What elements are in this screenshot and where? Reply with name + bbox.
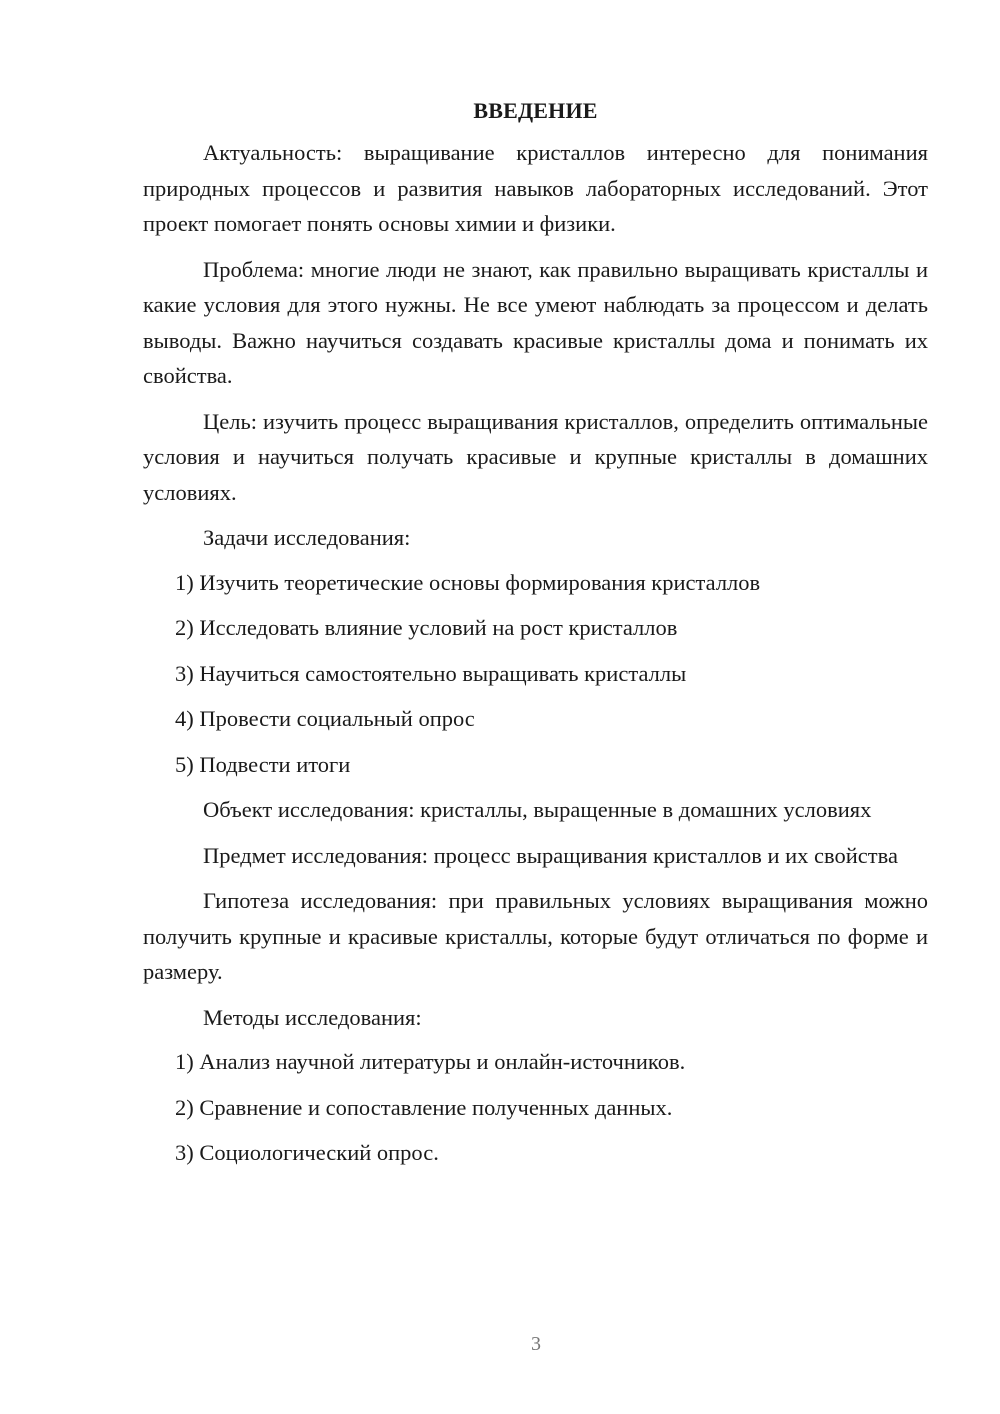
page-number: 3	[531, 1333, 541, 1355]
methods-label: Методы исследования:	[203, 1004, 422, 1030]
list-item: 3) Социологический опрос.	[175, 1140, 439, 1165]
section-title: ВВЕДЕНИЕ	[473, 98, 598, 123]
problem-paragraph: Проблема: многие люди не знают, как правильно выращивать кристаллы и какие условия для этого нужны. Не все умеют наблюдать за процессом и делать выводы. Важно научиться создавать красивые кристаллы дома и понимать их свойства.	[143, 256, 928, 388]
list-item: 4) Провести социальный опрос	[175, 706, 475, 731]
methods-list	[143, 1044, 928, 1171]
list-item: 2) Исследовать влияние условий на рост кристаллов	[175, 615, 678, 640]
list-item: 5) Подвести итоги	[175, 751, 351, 777]
list-item: 2) Сравнение и сопоставление полученных данных.	[175, 1094, 673, 1120]
subject-paragraph: Предмет исследования: процесс выращивания кристаллов и их свойства	[203, 842, 898, 868]
page-body	[143, 96, 928, 1181]
goal-paragraph: Цель: изучить процесс выращивания кристаллов, определить оптимальные условия и научиться получать красивые и крупные кристаллы в домашних условиях.	[143, 408, 928, 505]
tasks-list	[143, 565, 928, 783]
list-item: 3) Научиться самостоятельно выращивать кристаллы	[175, 660, 687, 686]
list-item: 1) Изучить теоретические основы формирования кристаллов	[175, 569, 761, 595]
tasks-label: Задачи исследования:	[203, 525, 411, 550]
hypothesis-paragraph: Гипотеза исследования: при правильных условиях выращивания можно получить крупные и красивые кристаллы, которые будут отличаться по форме и размеру.	[143, 888, 928, 984]
object-paragraph: Объект исследования: кристаллы, выращенные в домашних условиях	[203, 797, 872, 822]
list-item: 1) Анализ научной литературы и онлайн-источников.	[175, 1049, 686, 1074]
relevance-paragraph: Актуальность: выращивание кристаллов интересно для понимания природных процессов и развития навыков лабораторных исследований. Этот проект помогает понять основы химии и физики.	[143, 140, 928, 236]
